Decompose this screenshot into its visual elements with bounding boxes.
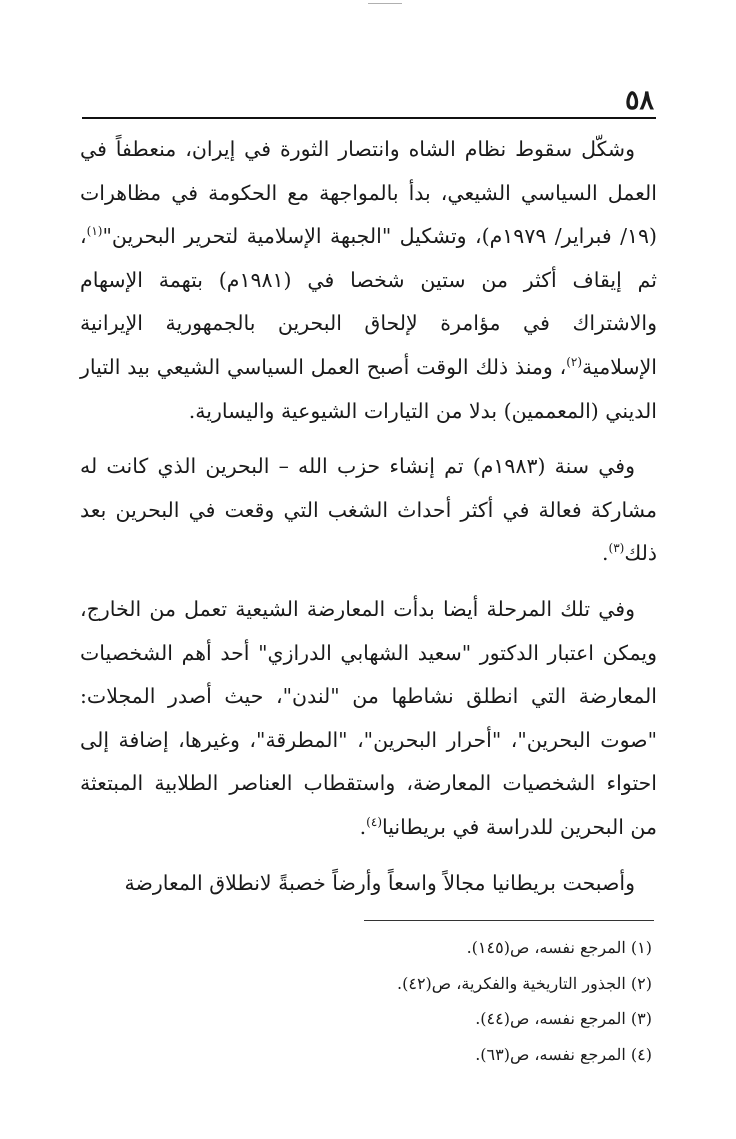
paragraph-4: [80, 862, 657, 906]
footnote-4: (٤) المرجع نفسه، ص(٦٣).: [475, 1044, 652, 1064]
footnote-ref-3[interactable]: (٣): [608, 541, 625, 556]
paragraph-2-end: .: [601, 541, 609, 566]
footnote-2: (٢) الجذور التاريخية والفكرية، ص(٤٢).: [397, 973, 652, 993]
paragraph-2: [80, 445, 657, 576]
footnote-3: (٣) المرجع نفسه، ص(٤٤).: [475, 1009, 652, 1028]
footnote-1: (١) المرجع نفسه، ص(١٤٥).: [466, 938, 652, 957]
paragraph-4-text: وأصبحت بريطانيا مجالاً واسعاً وأرضاً خصبةً لانطلاق المعارضة: [124, 870, 635, 895]
paragraph-1-end: ، ومنذ ذلك الوقت أصبح العمل السياسي الشيعي بيد التيار الديني (المعممين) بدلا من التيارات الشيوعية واليسارية.: [80, 354, 657, 423]
footnote-ref-2[interactable]: (٢): [566, 355, 583, 370]
page-body: [80, 128, 657, 905]
footnotes: [92, 930, 652, 1072]
paragraph-3: [80, 588, 657, 850]
top-edge-mark: [368, 3, 402, 4]
paragraph-1-middle: ، ثم إيقاف أكثر من ستين شخصا في (١٩٨١م) بتهمة الإسهام والاشتراك في مؤامرة لإلحاق البحرين بالجمهورية الإيرانية الإسلامية: [80, 224, 657, 379]
paragraph-3-end: .: [359, 814, 367, 839]
paragraph-3-text: وفي تلك المرحلة أيضا بدأت المعارضة الشيعية تعمل من الخارج، ويمكن اعتبار الدكتور "سعيد الشهابي الدرازي" أحد أهم الشخصيات المعارضة التي انطلق نشاطها من "لندن"، حيث أصدر المجلات: "صوت البحرين"، "أحرار البحرين"، "المطرقة"، وغيرها، إضافة إلى احتواء الشخصيات المعارضة، واستقطاب العناصر الطلابية المبتعثة من البحرين للدراسة في بريطانيا: [80, 596, 657, 839]
footnote-ref-1[interactable]: (١): [86, 224, 103, 239]
paragraph-1-text: وشكّل سقوط نظام الشاه وانتصار الثورة في إيران، منعطفاً في العمل السياسي الشيعي، بدأ بالمواجهة مع الحكومة في مظاهرات (١٩/ فبراير/ ١٩٧٩م)، وتشكيل "الجبهة الإسلامية لتحرير البحرين": [80, 137, 658, 249]
paragraph-1: [80, 128, 657, 433]
header-rule: [82, 117, 656, 119]
footnote-rule: [364, 920, 654, 921]
paragraph-2-text: وفي سنة (١٩٨٣م) تم إنشاء حزب الله – البحرين الذي كانت له مشاركة فعالة في أكثر أحداث الشغب التي وقعت في البحرين بعد ذلك: [80, 454, 657, 566]
footnote-ref-4[interactable]: (٤): [366, 815, 382, 830]
page-number: ٥٨: [624, 85, 654, 116]
